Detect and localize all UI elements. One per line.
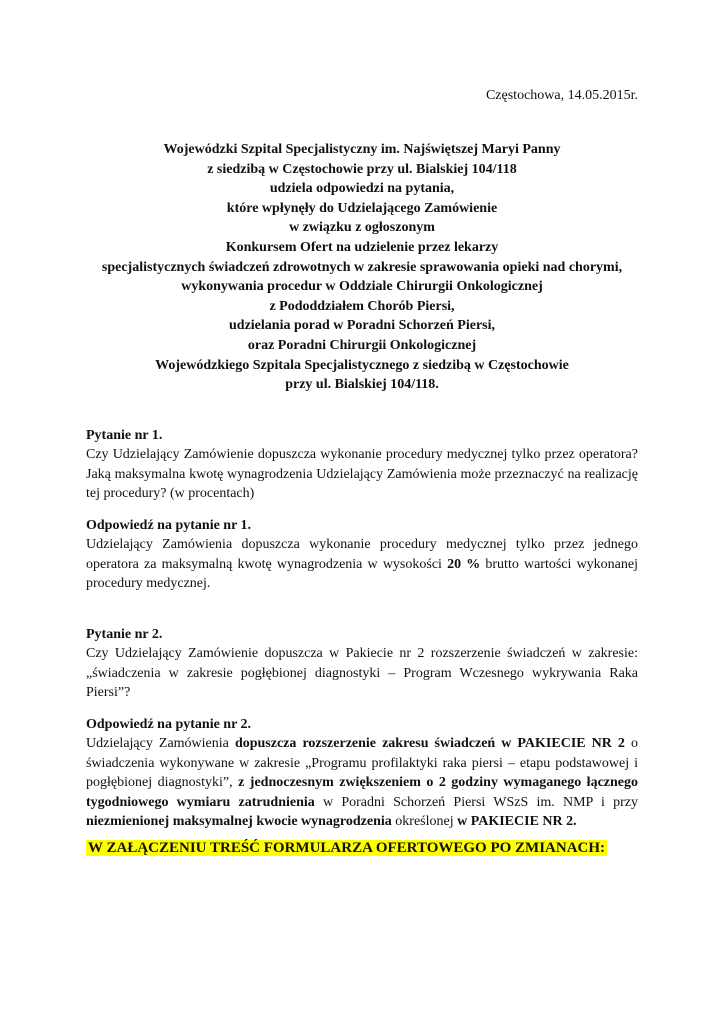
answer-2-text-bold: dopuszcza rozszerzenie zakresu świadczeń w PAKIECIE NR 2 [234, 736, 625, 752]
answer-1-text-bold: 20 % [447, 556, 481, 572]
answer-2-text-bold: z jednoczesnym zwiększeniem o 2 godziny wymaganego łącznego tygodniowego wymiaru zatrudnienia [86, 775, 638, 810]
document-date: Częstochowa, 14.05.2015r. [485, 88, 638, 103]
answer-1-text-part: brutto wartości wykonanej procedury medycznej. [86, 556, 638, 592]
answer-1-text-part: Udzielający Zamówienia dopuszcza wykonanie procedury medycznej tylko przez jednego operatora za maksymalną kwotę wynagrodzenia w wysokości [86, 537, 638, 572]
question-1-text: Czy Udzielający Zamówienie dopuszcza wykonanie procedury medycznej tylko przez operatora? Jaką maksymalna kwotę wynagrodzenia Udzielający Zamówienia może przeznaczyć na realizację tej procedury? (w procentach) [86, 447, 638, 502]
heading-line: które wpłynęły do Udzielającego Zamówienie [226, 200, 498, 216]
heading-line: z Pododdziałem Chorób Piersi, [269, 298, 455, 314]
heading-line: w związku z ogłoszonym [289, 220, 435, 236]
question-2 [86, 625, 638, 703]
question-2-text: Czy Udzielający Zamówienie dopuszcza w Pakiecie nr 2 rozszerzenie świadczeń w zakresie: „świadczenia w zakresie pogłębionej diagnostyki – Program Wczesnego wykrywania Raka Piersi”? [86, 646, 638, 701]
answer-1-text [86, 535, 638, 593]
heading-line: oraz Poradni Chirurgii Onkologicznej [247, 337, 477, 353]
answer-2 [86, 715, 638, 831]
question-1 [86, 426, 638, 504]
heading-line: udziela odpowiedzi na pytania, [269, 181, 455, 197]
heading-line: udzielania porad w Poradni Schorzeń Piersi, [229, 318, 495, 334]
attachment-notice [86, 840, 607, 857]
heading-line: Wojewódzki Szpital Specjalistyczny im. Najświętszej Maryi Panny [163, 142, 561, 157]
answer-1 [86, 516, 638, 594]
question-2-title: Pytanie nr 2. [86, 627, 163, 642]
heading-line: wykonywania procedur w Oddziale Chirurgii Onkologicznej [181, 279, 543, 295]
answer-2-text-bold: niezmienionej maksymalnej kwocie wynagrodzenia [86, 814, 392, 830]
heading-line: przy ul. Bialskiej 104/118. [285, 377, 439, 393]
answer-2-title: Odpowiedź na pytanie nr 2. [86, 717, 252, 732]
attachment-notice-text: W ZAŁĄCZENIU TREŚĆ FORMULARZA OFERTOWEGO PO ZMIANACH: [88, 840, 606, 856]
question-1-title: Pytanie nr 1. [86, 428, 163, 443]
heading-line: Konkursem Ofert na udzielenie przez lekarzy [225, 239, 499, 255]
answer-2-text-bold: w PAKIECIE NR 2. [457, 814, 577, 830]
heading-line: z siedzibą w Częstochowie przy ul. Bialskiej 104/118 [207, 161, 517, 177]
heading-line: Wojewódzkiego Szpitala Specjalistycznego z siedzibą w Częstochowie [155, 357, 569, 373]
answer-2-text-part: w Poradni Schorzeń Piersi WSzS im. NMP i przy [314, 794, 638, 810]
answer-2-text-part: określonej [391, 814, 458, 830]
heading-line: specjalistycznych świadczeń zdrowotnych w zakresie sprawowania opieki nad chorymi, [101, 259, 623, 275]
answer-2-text-part: Udzielający Zamówienia [86, 736, 235, 752]
answer-1-title: Odpowiedź na pytanie nr 1. [86, 518, 252, 533]
answer-2-text-part: o świadczenia wykonywane w zakresie „Programu profilaktyki raka piersi – etapu podstawowej i pogłębionej diagnostyki”, [86, 736, 638, 791]
document-heading [80, 140, 644, 395]
answer-2-text [86, 734, 638, 831]
